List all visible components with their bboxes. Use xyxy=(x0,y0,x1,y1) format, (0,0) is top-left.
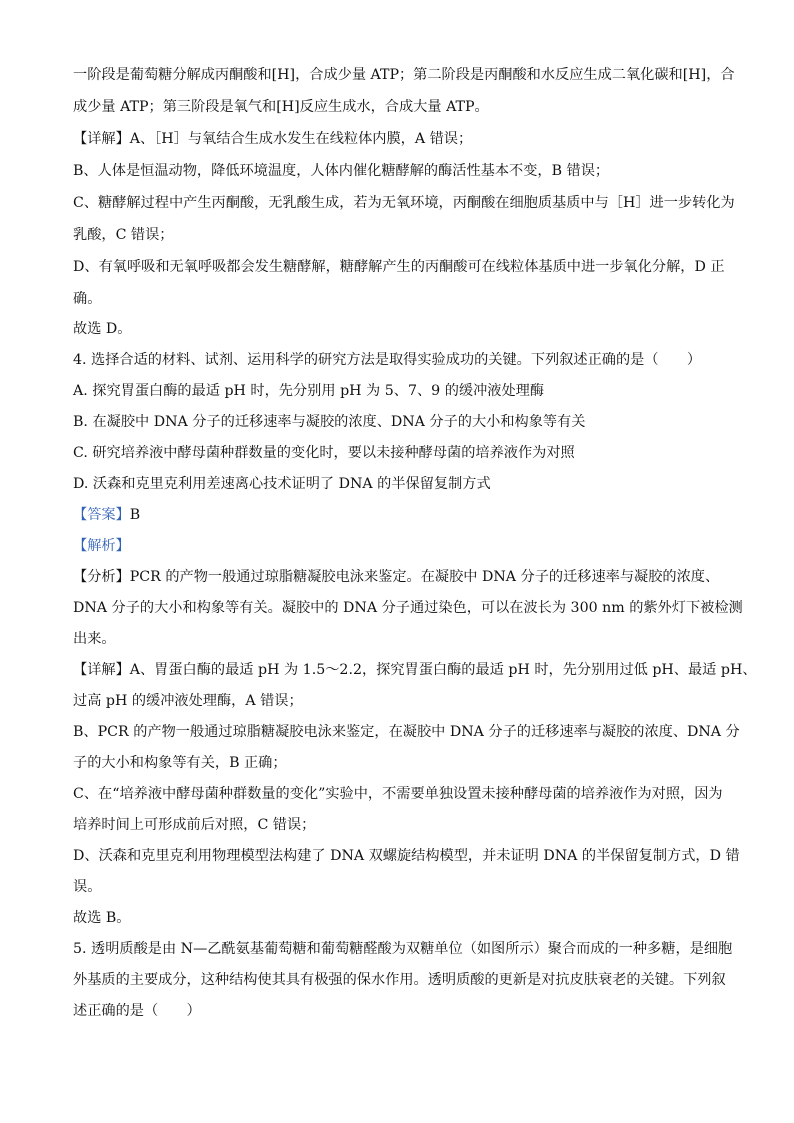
text-line: B、人体是恒温动物，降低环境温度，人体内催化糖酵解的酶活性基本不变，B 错误； xyxy=(73,163,610,179)
text-line: C、在“培养液中酵母菌种群数量的变化”实验中，不需要单独设置未接种酵母菌的培养液作为对照，因为 xyxy=(73,786,723,802)
text-line: 【详解】A、［H］与氧结合生成水发生在线粒体内膜，A 错误； xyxy=(73,131,473,147)
option-b: B. 在凝胶中 DNA 分子的迁移速率与凝胶的浓度、DNA 分子的大小和构象等有关 xyxy=(73,414,586,430)
text-line: D、有氧呼吸和无氧呼吸都会发生糖酵解，糖酵解产生的丙酮酸可在线粒体基质中进一步氧化分解，D 正 xyxy=(73,259,725,275)
text-line: 误。 xyxy=(73,879,102,895)
text-line: 一阶段是葡萄糖分解成丙酮酸和[H]，合成少量 ATP；第二阶段是丙酮酸和水反应生成二氧化碳和[H]，合 xyxy=(73,67,735,83)
option-a: A. 探究胃蛋白酶的最适 pH 时，先分别用 pH 为 5、7、9 的缓冲液处理酶 xyxy=(73,383,545,399)
answer-tag: 【答案】 xyxy=(73,507,130,523)
text-line: 培养时间上可形成前后对照，C 错误； xyxy=(73,817,316,833)
text-line: 子的大小和构象等有关，B 正确； xyxy=(73,755,287,771)
text-line: 出来。 xyxy=(73,631,116,647)
text-line: 外基质的主要成分，这种结构使其具有极强的保水作用。透明质酸的更新是对抗皮肤衰老的关键。下列叙 xyxy=(73,972,726,988)
text-line: DNA 分子的大小和构象等有关。凝胶中的 DNA 分子通过染色，可以在波长为 300 nm 的紫外灯下被检测 xyxy=(73,600,743,616)
text-line: 确。 xyxy=(73,291,102,307)
analysis-heading xyxy=(73,535,723,557)
text-line: B、PCR 的产物一般通过琼脂糖凝胶电泳来鉴定，在凝胶中 DNA 分子的迁移速率与凝胶的浓度、DNA 分 xyxy=(73,724,740,740)
text-line: 述正确的是（ ） xyxy=(73,1003,201,1019)
answer-line: 【答案】B xyxy=(73,507,141,523)
question-stem: 4. 选择合适的材料、试剂、运用科学的研究方法是取得实验成功的关键。下列叙述正确的是（ ） xyxy=(73,352,702,368)
analysis-tag: 【解析】 xyxy=(73,538,130,554)
text-line: 故选 D。 xyxy=(73,321,132,337)
question-stem: 5. 透明质酸是由 N—乙酰氨基葡萄糖和葡萄糖醛酸为双糖单位（如图所示）聚合而成的一种多糖，是细胞 xyxy=(73,941,733,957)
text-line: 【分析】PCR 的产物一般通过琼脂糖凝胶电泳来鉴定。在凝胶中 DNA 分子的迁移速率与凝胶的浓度、 xyxy=(73,569,720,585)
text-line: 过高 pH 的缓冲液处理酶，A 错误； xyxy=(73,693,303,709)
option-d: D. 沃森和克里克利用差速离心技术证明了 DNA 的半保留复制方式 xyxy=(73,476,491,492)
text-line: 成少量 ATP；第三阶段是氧气和[H]反应生成水，合成大量 ATP。 xyxy=(73,99,489,115)
text-line: 【详解】A、胃蛋白酶的最适 pH 为 1.5～2.2，探究胃蛋白酶的最适 pH 时，先分别用过低 pH、最适 pH、 xyxy=(73,662,757,678)
option-c: C. 研究培养液中酵母菌种群数量的变化时，要以未接种酵母菌的培养液作为对照 xyxy=(73,445,575,461)
text-line: C、糖酵解过程中产生丙酮酸，无乳酸生成，若为无氧环境，丙酮酸在细胞质基质中与［H］进一步转化为 xyxy=(73,195,735,211)
text-line: D、沃森和克里克利用物理模型法构建了 DNA 双螺旋结构模型，并未证明 DNA 的半保留复制方式，D 错 xyxy=(73,848,740,864)
text-line: 故选 B。 xyxy=(73,910,131,926)
text-line: 乳酸，C 错误； xyxy=(73,227,174,243)
